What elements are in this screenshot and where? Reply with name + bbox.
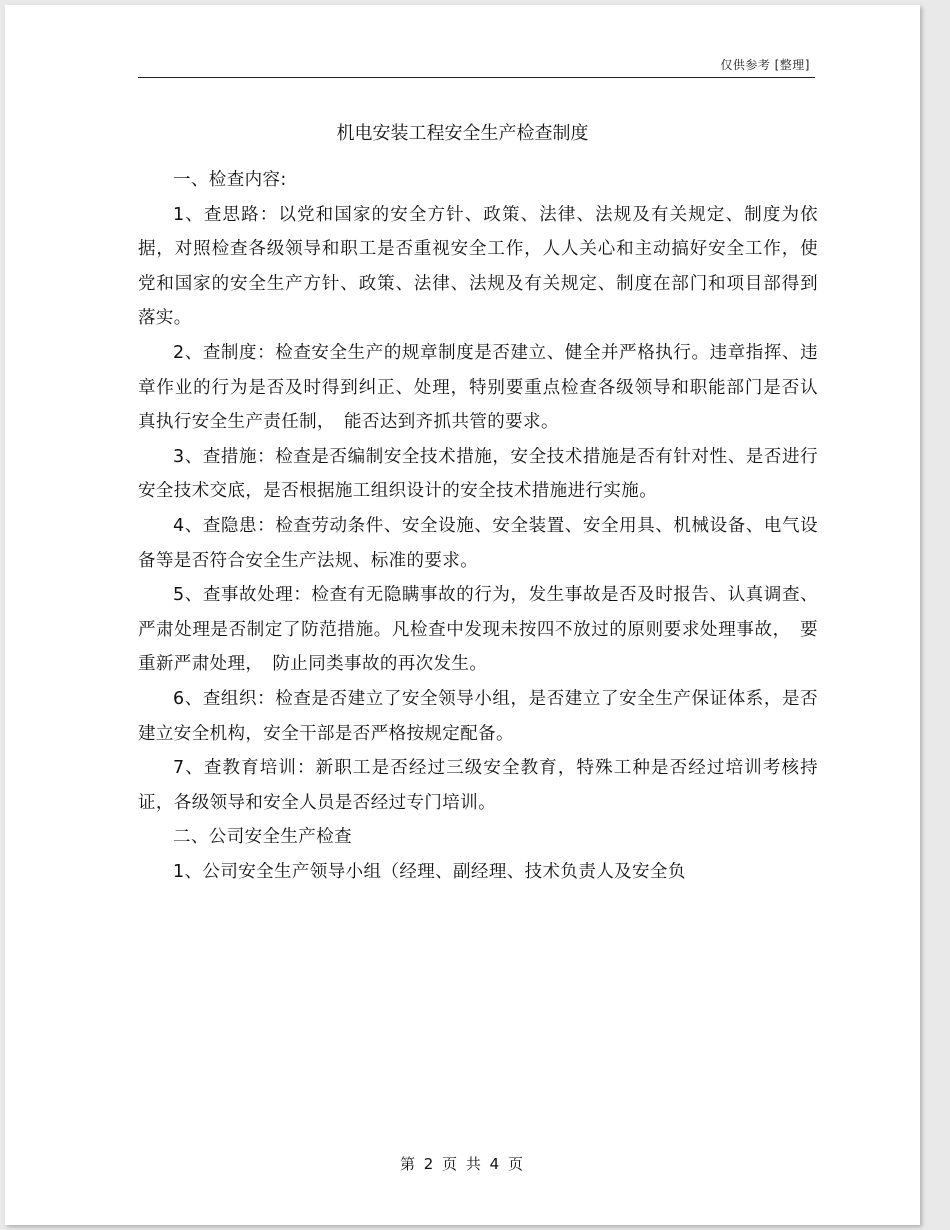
document-page — [5, 5, 920, 1225]
paragraph-check-thinking: 1、查思路：以党和国家的安全方针、政策、法律、法规及有关规定、制度为依据，对照检查各级领导和职工是否重视安全工作，人人关心和主动搞好安全工作，使党和国家的安全生产方针、政策、法律、法规及有关规定、制度在部门和项目部得到落实。 — [138, 204, 818, 329]
paragraph-check-accident-handling: 5、查事故处理：检查有无隐瞒事故的行为，发生事故是否及时报告、认真调查、严肃处理是否制定了防范措施。凡检查中发现未按四不放过的原则要求处理事故， 要重新严肃处理， 防止同类事故的再次发生。 — [138, 585, 818, 675]
section-heading-company-inspection: 二、公司安全生产检查 — [173, 827, 352, 848]
section-heading-inspection-content: 一、检查内容: — [173, 170, 287, 190]
document-title: 机电安装工程安全生产检查制度 — [336, 123, 589, 144]
document-body — [138, 163, 818, 889]
header-note: 仅供参考 [整理] — [720, 58, 810, 72]
paragraph-check-measures: 3、查措施：检查是否编制安全技术措施，安全技术措施是否有针对性、是否进行安全技术交底，是否根据施工组织设计的安全技术措施进行实施。 — [138, 446, 818, 502]
page-number: 第 2 页 共 4 页 — [400, 1155, 525, 1173]
paragraph-check-training: 7、查教育培训：新职工是否经过三级安全教育，特殊工种是否经过培训考核持证，各级领导和安全人员是否经过专门培训。 — [138, 758, 818, 813]
paragraph-check-organization: 6、查组织：检查是否建立了安全领导小组，是否建立了安全生产保证体系，是否建立安全机构，安全干部是否严格按规定配备。 — [138, 688, 818, 744]
paragraph-company-leadership-group: 1、公司安全生产领导小组（经理、副经理、技术负责人及安全负 — [173, 861, 686, 882]
header-rule — [138, 77, 815, 78]
paragraph-check-hazards: 4、查隐患：检查劳动条件、安全设施、安全装置、安全用具、机械设备、电气设备等是否符合安全生产法规、标准的要求。 — [138, 515, 818, 571]
paragraph-check-system: 2、查制度：检查安全生产的规章制度是否建立、健全并严格执行。违章指挥、违章作业的行为是否及时得到纠正、处理，特别要重点检查各级领导和职能部门是否认真执行安全生产责任制， 能否达到齐抓共管的要求。 — [138, 342, 818, 433]
